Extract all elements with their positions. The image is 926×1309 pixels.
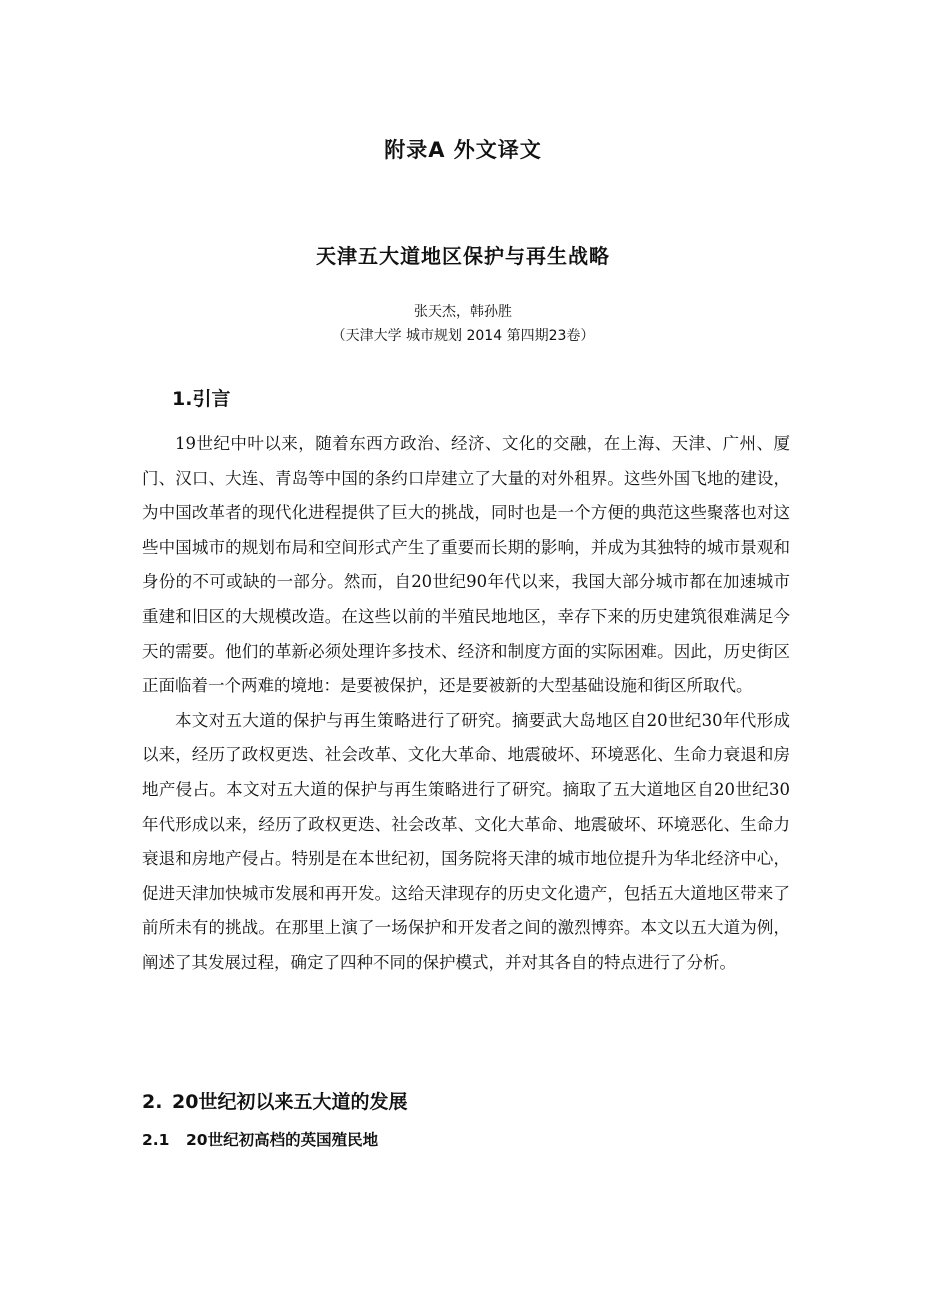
paper-authors: 张天杰，韩孙胜	[414, 304, 512, 320]
section-2-heading	[142, 1087, 407, 1114]
section-2-number: 2.	[142, 1091, 163, 1113]
subsection-2-1-title: 20世纪初高档的英国殖民地	[186, 1131, 379, 1149]
paper-title: 天津五大道地区保护与再生战略	[316, 244, 610, 268]
subsection-2-1-number: 2.1	[142, 1131, 170, 1149]
section-1-body	[142, 427, 790, 981]
section-2-title: 20世纪初以来五大道的发展	[172, 1091, 408, 1113]
appendix-title: 附录A 外文译文	[384, 138, 542, 162]
paragraph-2: 本文对五大道的保护与再生策略进行了研究。摘要武大岛地区自20世纪30年代形成以来，经历了政权更迭、社会改革、文化大革命、地震破坏、环境恶化、生命力衰退和房地产侵占。本文对五大道的保护与再生策略进行了研究。摘取了五大道地区自20世纪30年代形成以来，经历了政权更迭、社会改革、文化大革命、地震破坏、环境恶化、生命力衰退和房地产侵占。特别是在本世纪初，国务院将天津的城市地位提升为华北经济中心，促进天津加快城市发展和再开发。这给天津现存的历史文化遗产，包括五大道地区带来了前所未有的挑战。在那里上演了一场保护和开发者之间的激烈博弈。本文以五大道为例，阐述了其发展过程，确定了四种不同的保护模式，并对其各自的特点进行了分析。	[142, 710, 790, 972]
section-1-heading: 1.引言	[172, 388, 231, 410]
paragraph-1: 19世纪中叶以来，随着东西方政治、经济、文化的交融，在上海、天津、广州、厦门、汉口、大连、青岛等中国的条约口岸建立了大量的对外租界。这些外国飞地的建设，为中国改革者的现代化进程提供了巨大的挑战，同时也是一个方便的典范这些聚落也对这些中国城市的规划布局和空间形式产生了重要而长期的影响，并成为其独特的城市景观和身份的不可或缺的一部分。然而，自20世纪90年代以来，我国大部分城市都在加速城市重建和旧区的大规模改造。在这些以前的半殖民地地区，幸存下来的历史建筑很难满足今天的需要。他们的革新必须处理许多技术、经济和制度方面的实际困难。因此，历史街区正面临着一个两难的境地：是要被保护，还是要被新的大型基础设施和街区所取代。	[142, 434, 790, 696]
subsection-2-1-heading	[142, 1128, 378, 1150]
paper-source: （天津大学 城市规划 2014 第四期23卷）	[331, 328, 595, 344]
